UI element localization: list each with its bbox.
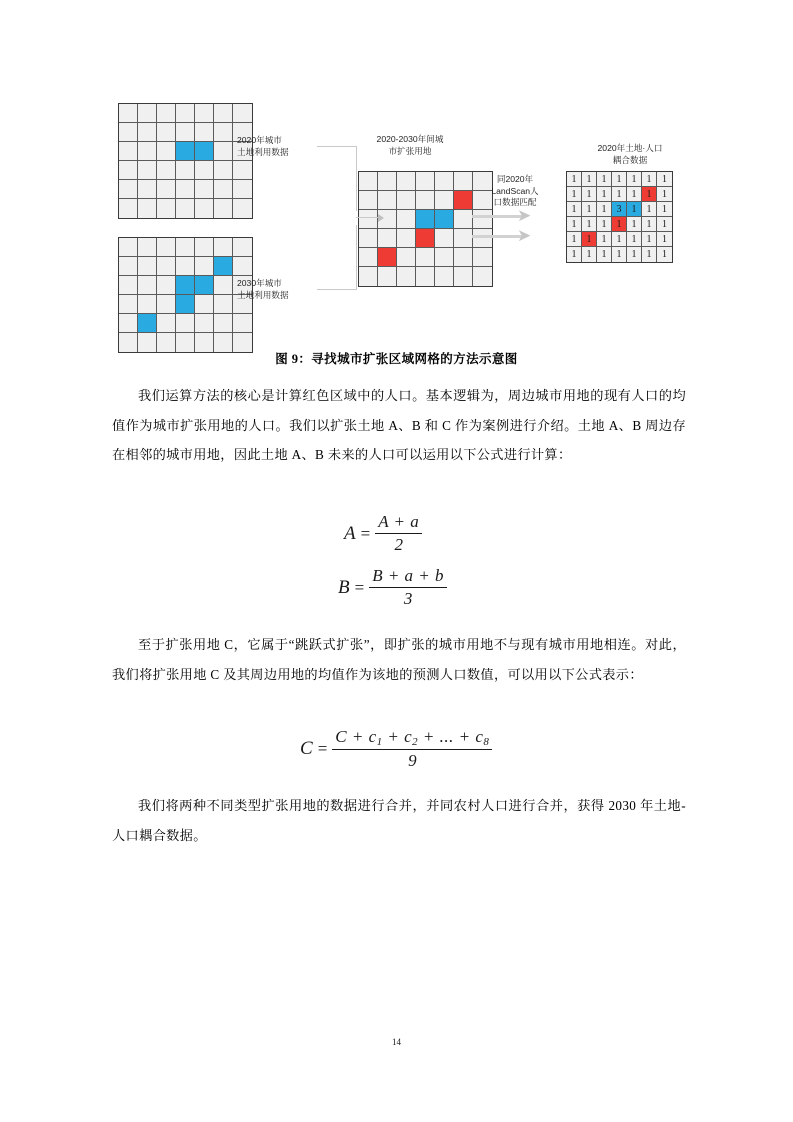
formula-C-num-mid1: + c [382, 727, 413, 746]
grid-cell [473, 248, 492, 267]
grid-cell-value: 1 [627, 202, 642, 217]
grid-cell-value: 1 [642, 187, 657, 202]
page-number: 14 [392, 1037, 401, 1047]
grid-cell-value: 1 [597, 232, 612, 247]
grid-cell [119, 142, 138, 161]
formula-A-lhs: A [344, 522, 356, 544]
grid-cell [359, 267, 378, 286]
grid-cell-value: 1 [582, 202, 597, 217]
connector-2020-vertical [356, 146, 357, 211]
grid-cell [157, 276, 176, 295]
connector-2030-vertical [356, 225, 357, 290]
grid-cell-value: 1 [657, 232, 672, 247]
grid-cell [176, 257, 195, 276]
grid-cell [119, 276, 138, 295]
grid-cell-value: 1 [567, 232, 582, 247]
grid-cell [119, 104, 138, 123]
grid-cell-value: 1 [612, 217, 627, 232]
grid-cell [378, 229, 397, 248]
label-expansion-land [350, 134, 470, 157]
formula-C [300, 727, 492, 771]
grid-cell-value: 1 [597, 172, 612, 187]
grid-cell-value: 1 [657, 217, 672, 232]
grid-cell [119, 123, 138, 142]
grid-cell [378, 267, 397, 286]
label-match-line1: 同2020年 [496, 174, 534, 184]
label-grid-2030-line1: 2030年城市 [237, 278, 282, 288]
label-grid-2020 [237, 135, 289, 158]
grid-cell-value: 1 [567, 172, 582, 187]
grid-cell [214, 295, 233, 314]
grid-cell [176, 161, 195, 180]
grid-cell-value: 1 [627, 247, 642, 262]
grid-cell [435, 229, 454, 248]
label-match-line3: 口数据匹配 [493, 197, 537, 207]
label-match-line2: LandScan人 [491, 185, 539, 196]
formula-B-denominator: 3 [403, 589, 413, 608]
label-grid-2030-line2: 土地利用数据 [237, 289, 289, 300]
grid-cell [233, 180, 252, 199]
arrow-merge-icon [378, 214, 384, 222]
grid-cell-value: 1 [627, 172, 642, 187]
arrow-match-2-head-icon: ➤ [517, 226, 532, 246]
grid-cell [233, 314, 252, 333]
grid-cell [435, 172, 454, 191]
grid-cell-value: 1 [627, 187, 642, 202]
grid-cell [214, 257, 233, 276]
formula-B-numerator: B + a + b [372, 566, 445, 585]
grid-cell [214, 238, 233, 257]
grid-cell [119, 314, 138, 333]
grid-cell-value: 1 [597, 202, 612, 217]
grid-cell [119, 295, 138, 314]
paragraph-3: 我们将两种不同类型扩张用地的数据进行合并，并同农村人口进行合并，获得 2030 年土地-人口耦合数据。 [112, 798, 686, 843]
grid-cell [435, 191, 454, 210]
grid-cell [454, 248, 473, 267]
grid-cell [157, 161, 176, 180]
grid-cell-value: 1 [657, 247, 672, 262]
grid-cell [473, 229, 492, 248]
formula-B [338, 566, 447, 609]
grid-cell [195, 142, 214, 161]
grid-cell [416, 267, 435, 286]
formula-C-num-mid2: + ... + c [418, 727, 484, 746]
formula-A-equals: = [360, 523, 371, 543]
paragraph-1: 我们运算方法的核心是计算红色区域中的人口。基本逻辑为，周边城市用地的现有人口的均值作为城市扩张用地的人口。我们以扩张土地 A、B 和 C 作为案例进行介绍。土地 A、B 周边存在相邻的城市用地，因此土地 A、B 未来的人口可以运用以下公式进行计算： [112, 388, 686, 462]
grid-cell [435, 248, 454, 267]
label-landscan-match [472, 174, 558, 209]
grid-cell [157, 238, 176, 257]
grid-cell [214, 161, 233, 180]
grid-2030-land-use [118, 237, 253, 353]
grid-cell [378, 248, 397, 267]
grid-cell-value: 1 [657, 172, 672, 187]
grid-cell [214, 276, 233, 295]
grid-cell [176, 142, 195, 161]
connector-2020-horizontal [317, 146, 357, 147]
grid-cell-value: 1 [597, 187, 612, 202]
grid-cell-value: 1 [657, 202, 672, 217]
grid-cell [195, 238, 214, 257]
grid-cell [176, 295, 195, 314]
grid-cell-value: 1 [627, 232, 642, 247]
grid-cell-value: 1 [642, 217, 657, 232]
label-grid-2020-line2: 土地利用数据 [237, 146, 289, 157]
grid-cell [214, 123, 233, 142]
grid-cell [397, 191, 416, 210]
grid-cell [397, 229, 416, 248]
formula-C-sub-2: 2 [412, 736, 419, 748]
arrow-match-2-shaft [472, 235, 522, 238]
grid-cell [473, 267, 492, 286]
grid-cell [176, 238, 195, 257]
grid-cell [233, 238, 252, 257]
grid-cell [214, 180, 233, 199]
grid-cell-value: 1 [612, 172, 627, 187]
formula-C-lhs: C [300, 738, 313, 759]
grid-cell-value: 1 [612, 232, 627, 247]
formula-A-fraction [375, 512, 422, 555]
grid-cell-value: 1 [582, 247, 597, 262]
grid-cell [195, 295, 214, 314]
grid-cell [119, 199, 138, 218]
formula-C-num-pre: C + c [335, 727, 377, 746]
formula-A [344, 512, 422, 555]
grid-cell [157, 199, 176, 218]
grid-cell-value: 1 [597, 217, 612, 232]
grid-cell [195, 123, 214, 142]
grid-cell-value: 3 [612, 202, 627, 217]
grid-cell [416, 191, 435, 210]
figure-caption: 图 9：寻找城市扩张区域网格的方法示意图 [275, 352, 518, 366]
grid-cell [378, 172, 397, 191]
formula-C-sub-8: 8 [483, 736, 490, 748]
label-coupled-data [560, 143, 700, 166]
grid-cell [157, 314, 176, 333]
arrow-match-1-head-icon: ➤ [517, 206, 532, 226]
grid-2020-coupled-data [566, 171, 673, 263]
grid-cell [138, 104, 157, 123]
grid-cell [176, 276, 195, 295]
label-coupled-line1: 2020年土地·人口 [597, 143, 663, 153]
grid-cell [233, 199, 252, 218]
grid-cell-value: 1 [642, 247, 657, 262]
grid-cell-value: 1 [642, 232, 657, 247]
grid-cell-value: 1 [567, 202, 582, 217]
grid-cell-value: 1 [567, 247, 582, 262]
grid-cell [416, 210, 435, 229]
grid-cell-value: 1 [582, 172, 597, 187]
grid-cell [454, 229, 473, 248]
connector-merge-horizontal [356, 217, 380, 218]
grid-cell [214, 142, 233, 161]
grid-cell [397, 248, 416, 267]
grid-cell-value: 1 [612, 247, 627, 262]
grid-cell [176, 314, 195, 333]
grid-cell [157, 123, 176, 142]
grid-cell [454, 172, 473, 191]
grid-cell-value: 1 [567, 217, 582, 232]
grid-cell [214, 199, 233, 218]
formula-B-fraction [369, 566, 447, 609]
grid-cell [176, 199, 195, 218]
grid-cell-value: 1 [657, 187, 672, 202]
label-expansion-line2: 市扩张用地 [388, 145, 432, 156]
label-expansion-line1: 2020-2030年间城 [376, 134, 444, 144]
grid-cell [233, 257, 252, 276]
grid-cell [454, 267, 473, 286]
grid-cell-value: 1 [567, 187, 582, 202]
grid-cell-value: 1 [582, 187, 597, 202]
grid-cell [138, 123, 157, 142]
grid-cell [359, 172, 378, 191]
formula-C-denominator: 9 [408, 751, 417, 770]
grid-cell [119, 180, 138, 199]
grid-cell [157, 142, 176, 161]
grid-cell [157, 295, 176, 314]
formula-A-denominator: 2 [394, 535, 403, 554]
formula-C-sub-1: 1 [376, 736, 383, 748]
grid-cell [138, 199, 157, 218]
label-coupled-line2: 耦合数据 [612, 154, 648, 165]
grid-cell [214, 104, 233, 123]
grid-cell [195, 199, 214, 218]
grid-cell [233, 104, 252, 123]
grid-cell [138, 276, 157, 295]
formula-C-numerator [332, 727, 492, 749]
grid-cell [397, 210, 416, 229]
grid-cell [119, 257, 138, 276]
grid-cell-value: 1 [582, 232, 597, 247]
formula-B-equals: = [354, 577, 365, 597]
grid-cell [138, 142, 157, 161]
grid-cell [416, 229, 435, 248]
grid-cell [195, 276, 214, 295]
grid-cell [214, 314, 233, 333]
grid-cell [454, 191, 473, 210]
grid-cell [416, 248, 435, 267]
grid-cell [435, 210, 454, 229]
grid-cell-value: 1 [642, 202, 657, 217]
grid-cell [359, 191, 378, 210]
grid-cell [454, 210, 473, 229]
label-grid-2020-line1: 2020年城市 [237, 135, 282, 145]
grid-cell [119, 238, 138, 257]
grid-cell [195, 257, 214, 276]
grid-cell [195, 180, 214, 199]
grid-cell [195, 161, 214, 180]
grid-cell-value: 1 [582, 217, 597, 232]
label-grid-2030 [237, 278, 289, 301]
grid-cell [138, 295, 157, 314]
grid-cell [157, 257, 176, 276]
formula-B-lhs: B [338, 576, 350, 598]
formula-A-numerator: A + a [378, 512, 420, 531]
grid-cell [435, 267, 454, 286]
formula-C-fraction [332, 727, 492, 771]
grid-cell [378, 191, 397, 210]
grid-cell [473, 210, 492, 229]
grid-cell [195, 314, 214, 333]
paragraph-2: 至于扩张用地 C，它属于“跳跃式扩张”，即扩张的城市用地不与现有城市用地相连。对此，我们将扩张用地 C 及其周边用地的均值作为该地的预测人口数值，可以用以下公式表示： [112, 637, 686, 682]
grid-cell [138, 314, 157, 333]
grid-2020-land-use [118, 103, 253, 219]
grid-cell [157, 180, 176, 199]
grid-cell-value: 1 [642, 172, 657, 187]
grid-cell [416, 172, 435, 191]
formula-C-equals: = [317, 739, 328, 758]
grid-cell [359, 229, 378, 248]
grid-cell [157, 104, 176, 123]
arrow-match-1-shaft [472, 215, 522, 218]
grid-cell [138, 180, 157, 199]
grid-cell-value: 1 [597, 247, 612, 262]
grid-cell [397, 267, 416, 286]
grid-cell [176, 104, 195, 123]
grid-cell [359, 210, 378, 229]
grid-cell [359, 248, 378, 267]
connector-2030-horizontal [317, 289, 357, 290]
grid-cell [397, 172, 416, 191]
grid-cell [233, 161, 252, 180]
grid-cell [119, 161, 138, 180]
grid-cell [176, 123, 195, 142]
grid-cell [195, 104, 214, 123]
grid-cell [176, 180, 195, 199]
grid-cell [138, 257, 157, 276]
grid-cell-value: 1 [627, 217, 642, 232]
grid-cell [138, 161, 157, 180]
grid-cell-value: 1 [612, 187, 627, 202]
grid-cell [138, 238, 157, 257]
